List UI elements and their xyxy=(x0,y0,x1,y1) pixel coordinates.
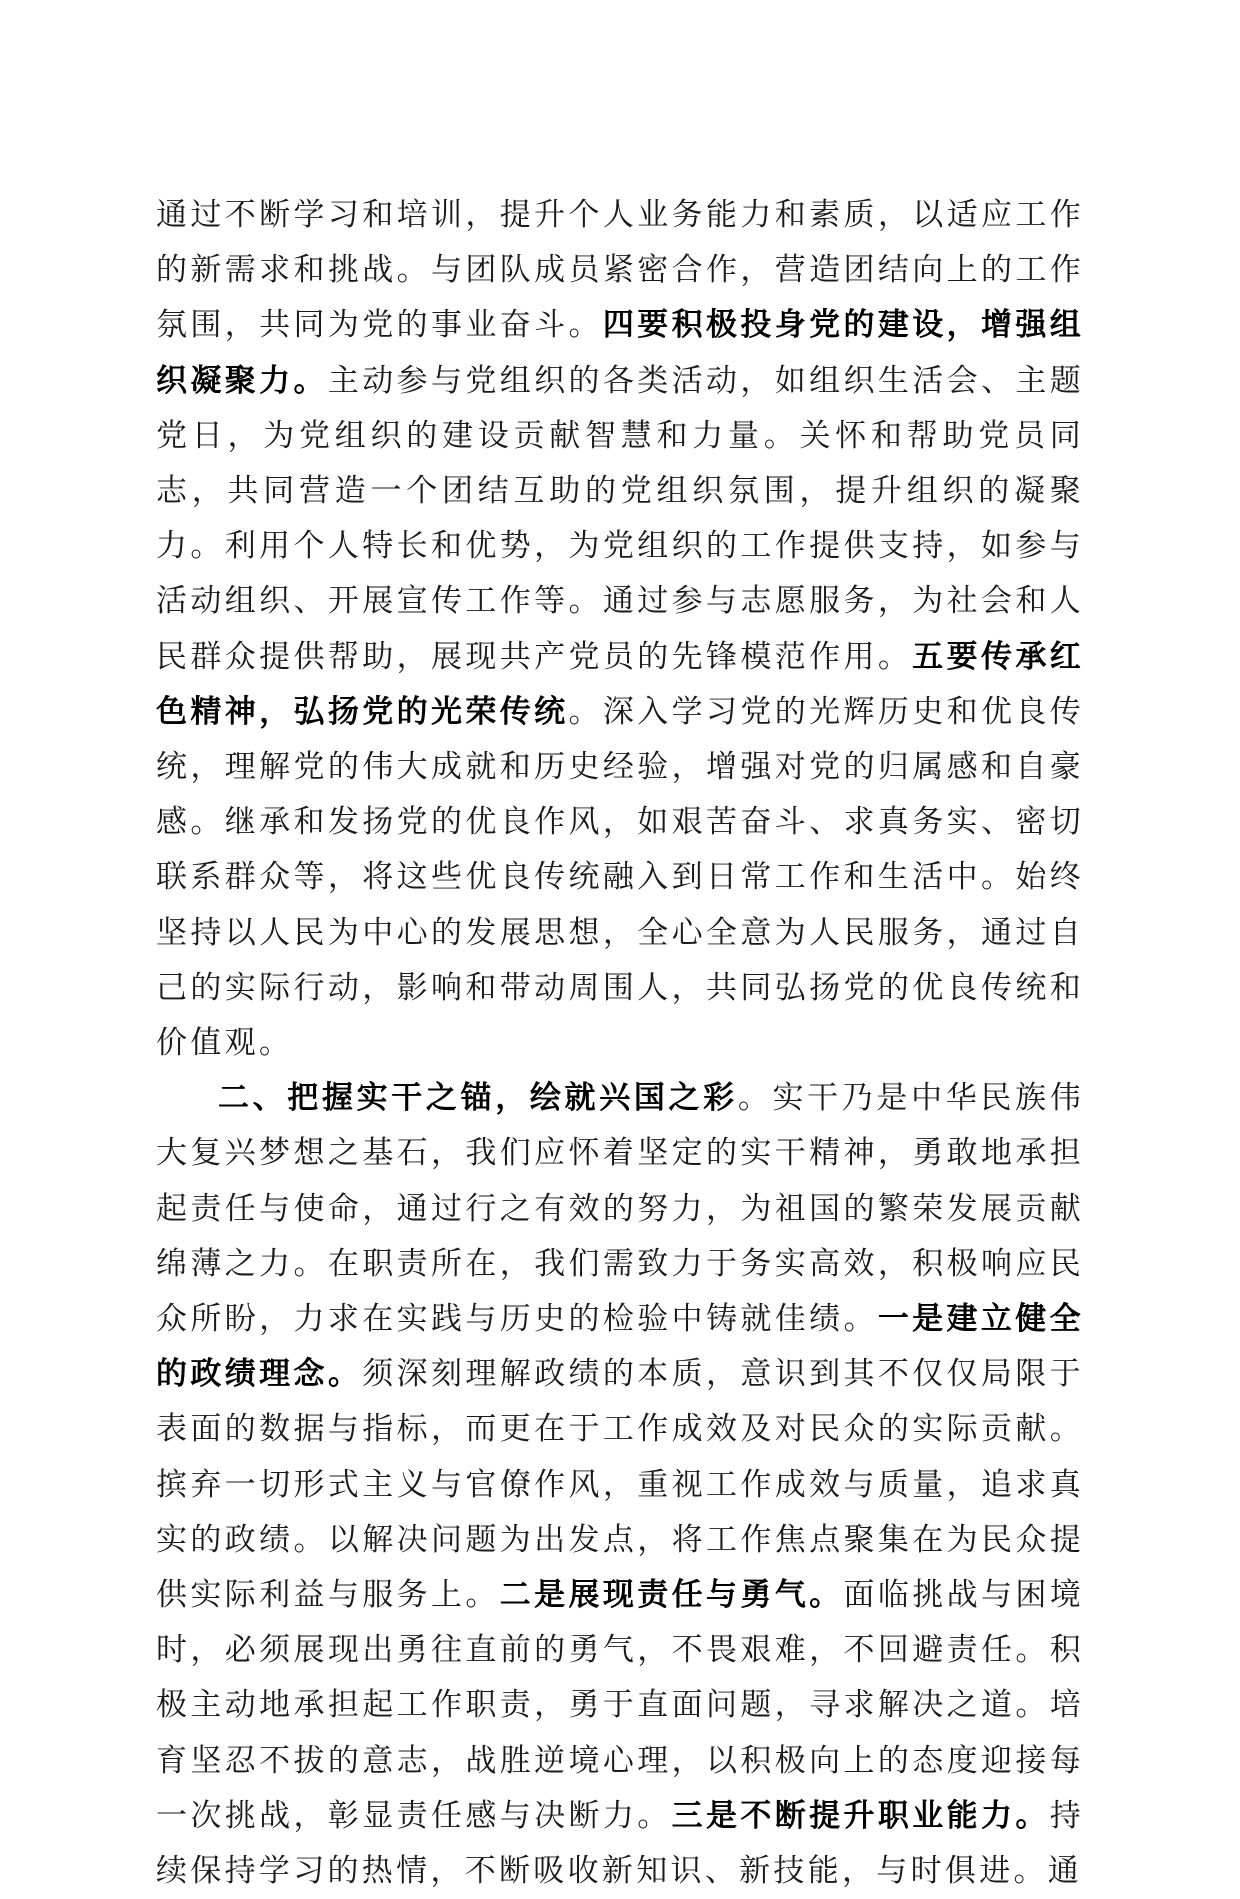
text-run: 面临挑战与困境时，必须展现出勇往直前的勇气，不畏艰难，不回避责任。积极主动地承担起工作职责，勇于直面问题，寻求解决之道。培育坚忍不拔的意志，战胜逆境心理，以积极向上的态度迎接每一次挑战，彰显责任感与决断力。 xyxy=(156,1577,1085,1834)
paragraph-continuation xyxy=(156,188,1084,1071)
text-run: 通过不断学习和培训，提升个人业务能力和素质，以适应工作的新需求和挑战。与团队成员紧密合作，营造团结向上的工作氛围，共同为党的事业奋斗。 xyxy=(156,197,1084,344)
text-run: 须深刻理解政绩的本质，意识到其不仅仅局限于表面的数据与指标，而更在于工作成效及对民众的实际贡献。摈弃一切形式主义与官僚作风，重视工作成效与质量，追求真实的政绩。以解决问题为出发点，将工作焦点聚集在为民众提供实际利益与服务上。 xyxy=(156,1356,1084,1614)
text-run: 主动参与党组织的各类活动，如组织生活会、主题党日，为党组织的建设贡献智慧和力量。关怀和帮助党员同志，共同营造一个团结互助的党组织氛围，提升组织的凝聚力。利用个人特长和优势，为党组织的工作提供支持，如参与活动组织、开展宣传工作等。通过参与志愿服务，为社会和人民群众提供帮助，展现共产党员的先锋模范作用。 xyxy=(156,362,1084,675)
text-run: 。深入学习党的光辉历史和优良传统，理解党的伟大成就和历史经验，增强对党的归属感和自豪感。继承和发扬党的优良作风，如艰苦奋斗、求真务实、密切联系群众等，将这些优良传统融入到日常工作和生活中。始终坚持以人民为中心的发展思想，全心全意为人民服务，通过自己的实际行动，影响和带动周围人，共同弘扬党的优良传统和价值观。 xyxy=(156,693,1085,1062)
bold-heading-run: 三是不断提升职业能力。 xyxy=(671,1797,1050,1834)
bold-heading-run: 四要积极投身党的建设，增强组织凝聚力。 xyxy=(156,307,1084,399)
section-heading-run: 二、把握实干之锚，绘就兴国之彩 xyxy=(218,1080,738,1117)
bold-heading-run: 五要传承红色精神，弘扬党的光荣传统 xyxy=(156,638,1084,730)
paragraph-section-two xyxy=(156,1071,1084,1899)
document-body xyxy=(156,188,1084,1899)
text-run: 持续保持学习的热情，不断吸收新知识、新技能，与时俱进。通 xyxy=(156,1797,1084,1890)
text-run: 。实干乃是中华民族伟大复兴梦想之基石，我们应怀着坚定的实干精神，勇敢地承担起责任与使命，通过行之有效的努力，为祖国的繁荣发展贡献绵薄之力。在职责所在，我们需致力于务实高效，积极响应民众所盼，力求在实践与历史的检验中铸就佳绩。 xyxy=(156,1080,1084,1338)
bold-heading-run: 一是建立健全的政绩理念。 xyxy=(156,1301,1084,1393)
bold-heading-run: 二是展现责任与勇气。 xyxy=(499,1577,844,1614)
